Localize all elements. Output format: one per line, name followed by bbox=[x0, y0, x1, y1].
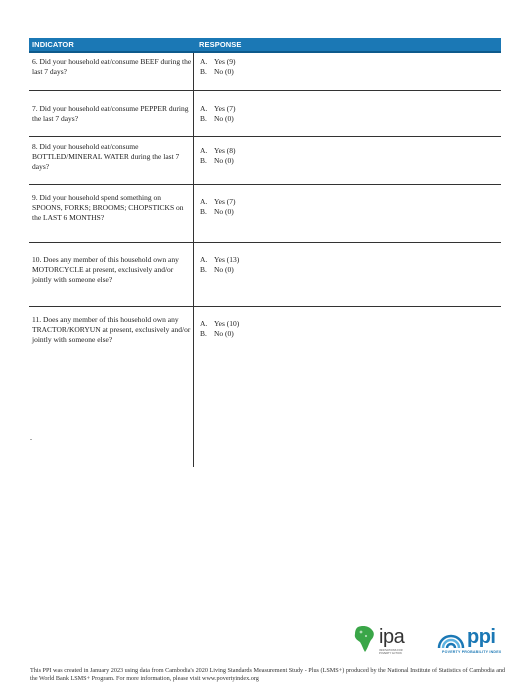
option-a: A. Yes (13) bbox=[200, 255, 240, 264]
option-b: B. No (0) bbox=[200, 329, 234, 338]
response-cell bbox=[193, 185, 501, 242]
ppi-arcs-icon bbox=[436, 628, 466, 650]
footer-note: This PPI was created in January 2023 using data from Cambodia's 2020 Living Standards Measurement Study - Plus (LSMS+) produced by the National Institute of Statistics of Cambodia and the World Bank LSMS+ Program. For more information, please visit www.povertyindex.org bbox=[30, 667, 506, 682]
response-cell bbox=[193, 137, 501, 184]
logo-area bbox=[356, 624, 504, 660]
response-cell bbox=[193, 53, 501, 90]
table-row bbox=[29, 243, 501, 307]
table-header bbox=[29, 38, 501, 53]
header-response: RESPONSE bbox=[199, 40, 242, 49]
question-cell: 11. Does any member of this household own any TRACTOR/KORYUN at present, exclusively and/or jointly with someone else? bbox=[32, 315, 191, 344]
response-cell bbox=[193, 91, 501, 136]
question-cell: 6. Did your household eat/consume BEEF during the last 7 days? bbox=[32, 57, 192, 76]
option-b: B. No (0) bbox=[200, 265, 234, 274]
ipa-logo: ipa bbox=[379, 626, 405, 648]
option-a: A. Yes (9) bbox=[200, 57, 236, 66]
response-cell bbox=[193, 243, 501, 306]
indicator-table bbox=[29, 38, 501, 467]
option-a: A. Yes (10) bbox=[200, 319, 240, 328]
stray-mark: . bbox=[30, 433, 32, 442]
table-row bbox=[29, 307, 501, 467]
africa-globe-icon bbox=[352, 624, 378, 654]
ppi-subtitle: POVERTY PROBABILITY INDEX bbox=[442, 650, 502, 654]
table-row bbox=[29, 53, 501, 91]
table-row bbox=[29, 185, 501, 243]
ipa-subtitle: INNOVATIONS FOR POVERTY ACTION bbox=[379, 649, 403, 655]
option-b: B. No (0) bbox=[200, 156, 234, 165]
question-cell: 10. Does any member of this household own any MOTORCYCLE at present, exclusively and/or jointly with someone else? bbox=[32, 255, 179, 284]
option-b: B. No (0) bbox=[200, 67, 234, 76]
table-body bbox=[29, 53, 501, 467]
option-b: B. No (0) bbox=[200, 114, 234, 123]
table-row bbox=[29, 137, 501, 185]
option-a: A. Yes (7) bbox=[200, 197, 236, 206]
header-indicator: INDICATOR bbox=[32, 40, 74, 49]
ppi-logo: ppi bbox=[467, 626, 496, 648]
response-cell bbox=[193, 307, 501, 467]
option-a: A. Yes (8) bbox=[200, 146, 236, 155]
option-b: B. No (0) bbox=[200, 207, 234, 216]
option-a: A. Yes (7) bbox=[200, 104, 236, 113]
question-cell: 8. Did your household eat/consume BOTTLED/MINERAL WATER during the last 7 days? bbox=[32, 142, 180, 171]
question-cell: 7. Did your household eat/consume PEPPER during the last 7 days? bbox=[32, 104, 189, 123]
table-row bbox=[29, 91, 501, 137]
question-cell: 9. Did your household spend something on SPOONS, FORKS; BROOMS; CHOPSTICKS on the LAST 6 MONTHS? bbox=[32, 193, 184, 222]
